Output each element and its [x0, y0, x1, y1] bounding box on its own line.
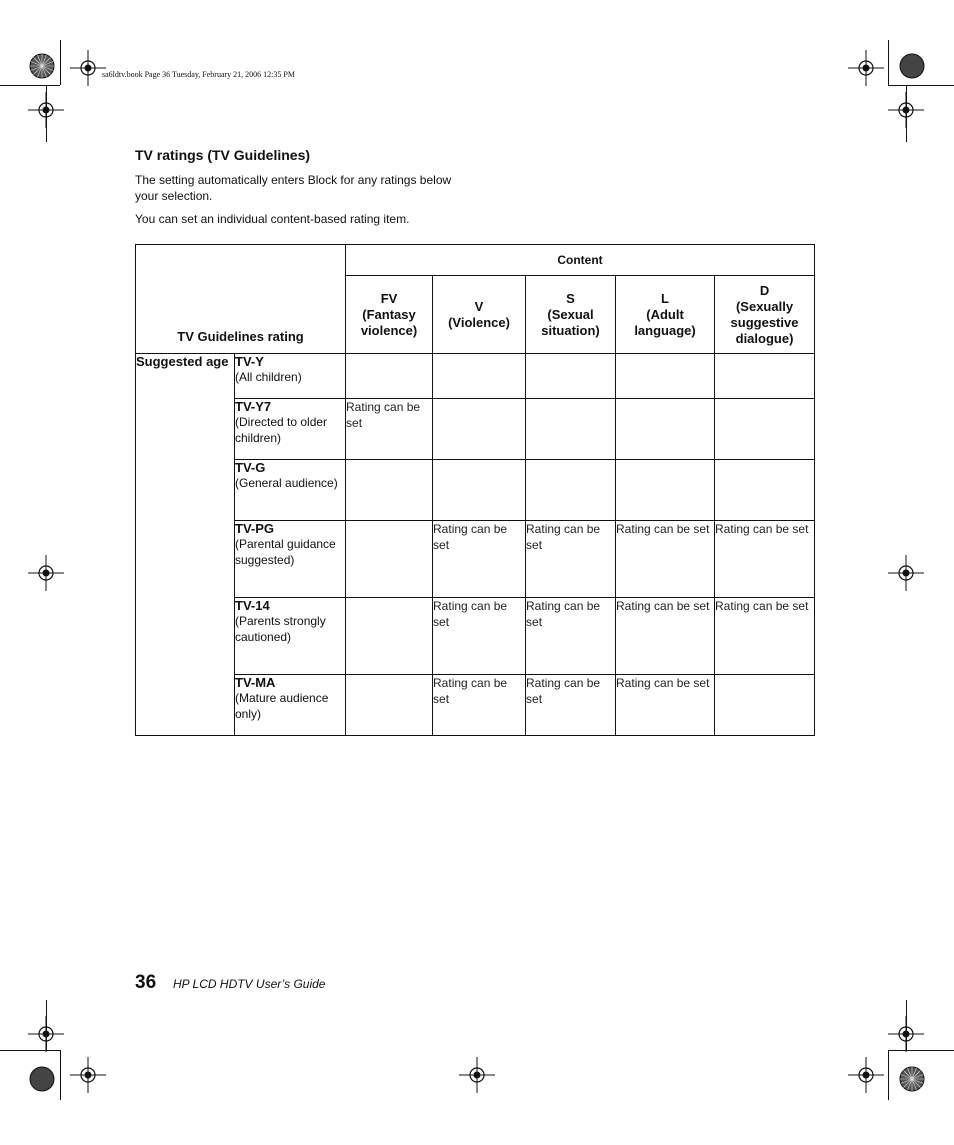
table-cell: [433, 460, 526, 521]
table-cell: Rating can be set: [616, 675, 715, 736]
paragraph: The setting automatically enters Block for any ratings below your selection.: [135, 173, 452, 203]
rating-label: TV-Y (All children): [235, 354, 346, 399]
table-row: [136, 521, 815, 598]
table-cell: Rating can be set: [526, 598, 616, 675]
registration-target-icon: [68, 48, 108, 88]
table-cell: [346, 521, 433, 598]
table-row: [136, 460, 815, 521]
table-cell: [526, 399, 616, 460]
rating-label: TV-MA (Mature audience only): [235, 675, 346, 736]
table-row: [136, 598, 815, 675]
crop-mark: [60, 1050, 61, 1100]
crop-mark: [888, 85, 954, 86]
table-cell: [346, 354, 433, 399]
table-cell: [616, 460, 715, 521]
rating-label: TV-PG (Parental guidance suggested): [235, 521, 346, 598]
section-heading: TV ratings (TV Guidelines): [135, 147, 311, 163]
table-cell: [526, 460, 616, 521]
table-cell: [616, 354, 715, 399]
table-cell: [715, 399, 815, 460]
table-row: [136, 399, 815, 460]
registration-target-icon: [26, 553, 66, 593]
crop-mark: [888, 1050, 889, 1100]
table-cell: Rating can be set: [433, 521, 526, 598]
table-cell: Rating can be set: [616, 598, 715, 675]
crop-mark: [0, 85, 60, 86]
table-cell: Rating can be set: [433, 675, 526, 736]
column-header-l: L (Adult language): [616, 276, 715, 354]
table-cell: Rating can be set: [526, 675, 616, 736]
table-cell: [346, 460, 433, 521]
column-header-v: V (Violence): [433, 276, 526, 354]
registration-target-icon: [846, 1055, 886, 1095]
column-header-fv: FV (Fantasy violence): [346, 276, 433, 354]
starburst-mark-icon: [29, 53, 55, 79]
page-number: 36: [135, 972, 157, 993]
table-cell: Rating can be set: [616, 521, 715, 598]
table-cell: Rating can be set: [346, 399, 433, 460]
registration-target-icon: [846, 48, 886, 88]
table-row: [136, 354, 815, 399]
starburst-mark-icon: [899, 1066, 925, 1092]
table-cell: [433, 399, 526, 460]
table-cell: [715, 675, 815, 736]
table-cell: Rating can be set: [715, 598, 815, 675]
rating-label: TV-14 (Parents strongly cautioned): [235, 598, 346, 675]
content-header: Content: [346, 245, 815, 276]
table-cell: Rating can be set: [433, 598, 526, 675]
crop-mark: [888, 40, 889, 85]
registration-target-icon: [26, 1014, 66, 1054]
crop-mark: [60, 40, 61, 85]
registration-target-icon: [26, 90, 66, 130]
gray-disc-mark-icon: [29, 1066, 55, 1092]
rating-label: TV-Y7 (Directed to older children): [235, 399, 346, 460]
table-cell: [433, 354, 526, 399]
registration-target-icon: [886, 1014, 926, 1054]
print-slug: sa6ldtv.book Page 36 Tuesday, February 21, 2006 12:35 PM: [102, 70, 295, 79]
table-cell: [346, 598, 433, 675]
table-cell: Rating can be set: [715, 521, 815, 598]
column-header-s: S (Sexual situation): [526, 276, 616, 354]
table-cell: [346, 675, 433, 736]
registration-target-icon: [457, 1055, 497, 1095]
registration-target-icon: [886, 553, 926, 593]
registration-target-icon: [68, 1055, 108, 1095]
rating-label: TV-G (General audience): [235, 460, 346, 521]
table-cell: [616, 399, 715, 460]
table-cell: [526, 354, 616, 399]
table-cell: [715, 354, 815, 399]
footer-title: HP LCD HDTV User’s Guide: [173, 977, 326, 991]
paragraph: You can set an individual content-based rating item.: [135, 212, 410, 226]
tv-guidelines-table: [135, 244, 815, 736]
table-cell: Rating can be set: [526, 521, 616, 598]
column-header-d: D (Sexually suggestive dialogue): [715, 276, 815, 354]
suggested-age-label: Suggested age: [136, 354, 235, 736]
corner-header: TV Guidelines rating: [136, 245, 346, 354]
gray-disc-mark-icon: [899, 53, 925, 79]
table-cell: [715, 460, 815, 521]
table-row: [136, 675, 815, 736]
registration-target-icon: [886, 90, 926, 130]
